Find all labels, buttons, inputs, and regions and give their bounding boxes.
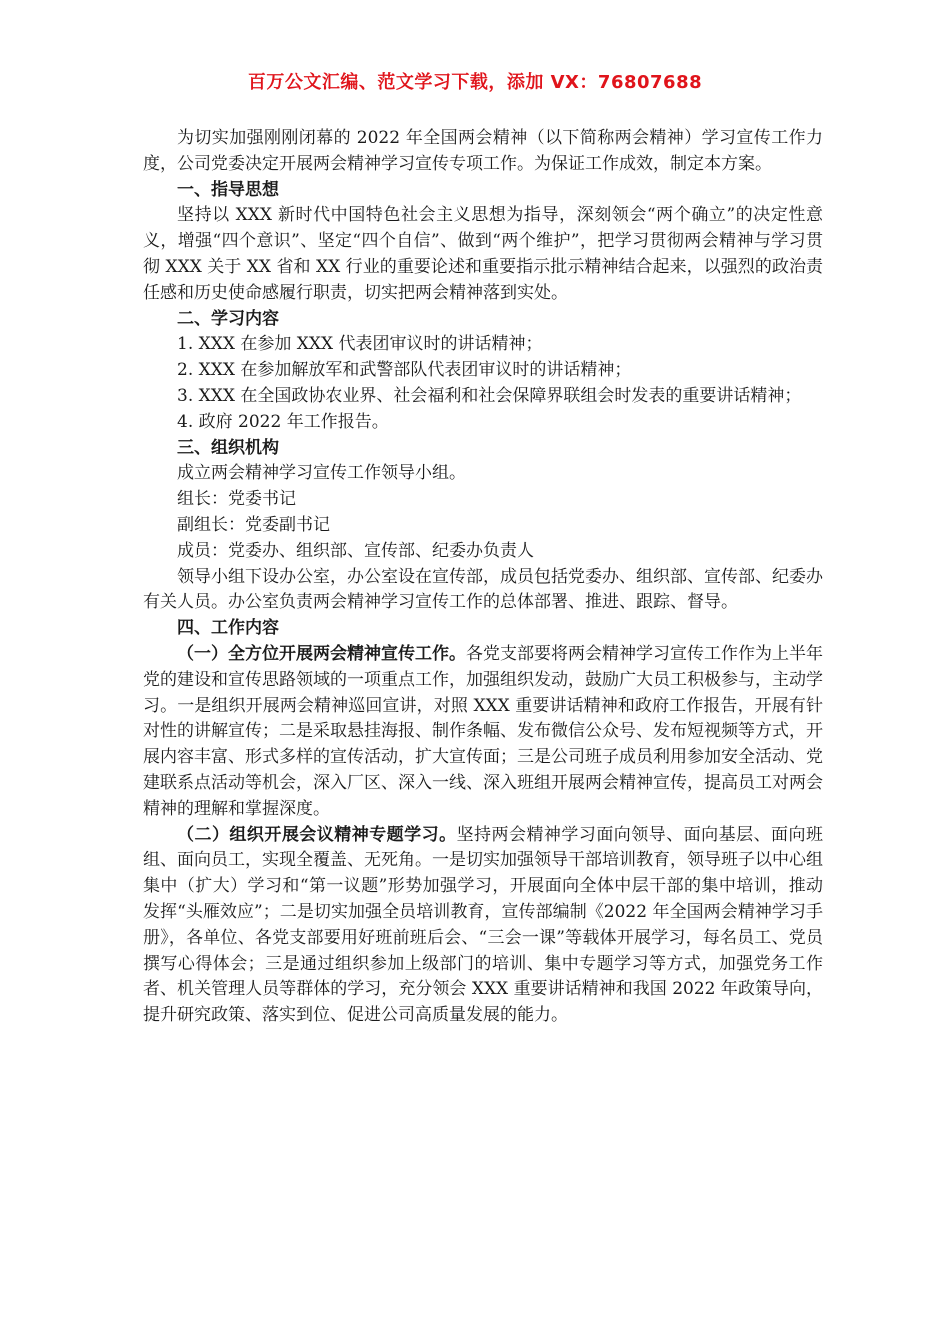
- document-body: [143, 126, 823, 1029]
- work-paragraph-text: 坚持两会精神学习面向领导、面向基层、面向班组、面向员工，实现全覆盖、无死角。一是切实加强领导干部培训教育，领导班子以中心组集中（扩大）学习和“第一议题”形势加强学习，开展面向全体中层干部的集中培训，推动发挥“头雁效应”；二是切实加强全员培训教育，宣传部编制《2022 年全国两会精神学习手册》，各单位、各党支部要用好班前班后会、“三会一课”等载体开展学习，每名员工、党员撰写心得体会；三是通过组织参加上级部门的培训、集中专题学习等方式，加强党务工作者、机关管理人员等群体的学习，充分领会 XXX 重要讲话精神和我国 2022 年政策导向，提升研究政策、落实到位、促进公司高质量发展的能力。: [143, 824, 824, 1026]
- list-item: 3. XXX 在全国政协农业界、社会福利和社会保障界联组会时发表的重要讲话精神；: [177, 385, 802, 406]
- organization-line: 领导小组下设办公室，办公室设在宣传部，成员包括党委办、组织部、宣传部、纪委办有关人员。办公室负责两会精神学习宣传工作的总体部署、推进、跟踪、督导。: [143, 566, 823, 613]
- work-paragraph-lead: （一）全方位开展两会精神宣传工作。: [177, 643, 466, 664]
- work-paragraph: [143, 642, 823, 823]
- list-item: 2. XXX 在参加解放军和武警部队代表团审议时的讲话精神；: [177, 360, 632, 381]
- section-heading-guiding-ideology: 一、指导思想: [177, 179, 279, 200]
- section-body-guiding-ideology: 坚持以 XXX 新时代中国特色社会主义思想为指导，深刻领会“两个确立”的决定性意义，增强“四个意识”、坚定“四个自信”、做到“两个维护”，把学习贯彻两会精神与学习贯彻 XXX 关于 XX 省和 XX 行业的重要论述和重要指示批示精神结合起来，以强烈的政治责任感和历史使命感履行职责，切实把两会精神落到实处。: [143, 205, 823, 303]
- header-banner: 百万公文汇编、范文学习下载，添加 VX：76807688: [247, 72, 703, 93]
- intro-paragraph: 为切实加强刚刚闭幕的 2022 年全国两会精神（以下简称两会精神）学习宣传工作力度，公司党委决定开展两会精神学习宣传专项工作。为保证工作成效，制定本方案。: [143, 128, 823, 174]
- organization-line: 组长：党委书记: [177, 489, 296, 510]
- work-paragraph-text: 各党支部要将两会精神学习宣传工作作为上半年党的建设和宣传思路领域的一项重点工作，加强组织发动，鼓励广大员工积极参与，主动学习。一是组织开展两会精神巡回宣讲，对照 XXX 重要讲话精神和政府工作报告，开展有针对性的讲解宣传；二是采取悬挂海报、制作条幅、发布微信公众号、发布短视频等方式，开展内容丰富、形式多样的宣传活动，扩大宣传面；三是公司班子成员利用参加安全活动、党建联系点活动等机会，深入厂区、深入一线、深入班组开展两会精神宣传，提高员工对两会精神的理解和掌握深度。: [143, 643, 823, 819]
- work-paragraph-lead: （二）组织开展会议精神专题学习。: [177, 824, 457, 845]
- list-item: 4. 政府 2022 年工作报告。: [177, 411, 389, 432]
- work-paragraph: [143, 823, 823, 1029]
- organization-line: 成员：党委办、组织部、宣传部、纪委办负责人: [177, 540, 534, 561]
- section-heading-organization: 三、组织机构: [177, 437, 279, 458]
- list-item: 1. XXX 在参加 XXX 代表团审议时的讲话精神；: [177, 334, 543, 355]
- organization-line: 成立两会精神学习宣传工作领导小组。: [177, 463, 466, 484]
- organization-line: 副组长：党委副书记: [177, 514, 330, 535]
- section-heading-study-content: 二、学习内容: [177, 308, 279, 329]
- section-heading-work-content: 四、工作内容: [177, 618, 279, 639]
